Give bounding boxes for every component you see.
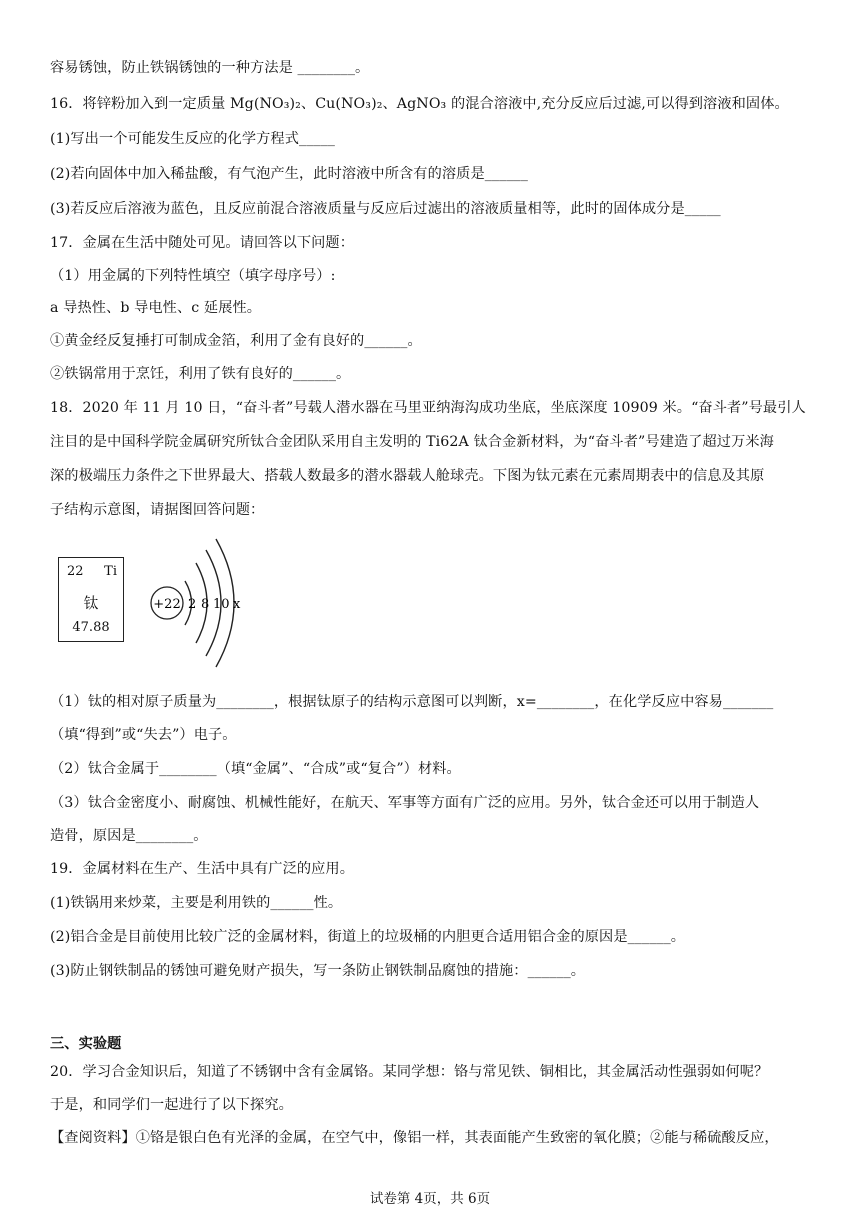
text-line: ①黄金经反复捶打可制成金箔，利用了金有良好的______。 (50, 333, 422, 349)
text-line: （填“得到”或“失去”）电子。 (50, 727, 237, 743)
text-line: (1)铁锅用来炒菜，主要是利用铁的______性。 (50, 895, 343, 911)
text-line: （1）用金属的下列特性填空（填字母序号）: (50, 268, 336, 284)
text-line: （3）钛合金密度小、耐腐蚀、机械性能好，在航天、军事等方面有广泛的应用。另外，钛合金还可以用于制造人 (50, 795, 760, 811)
question-20: 20．学习合金知识后，知道了不锈钢中含有金属铬。某同学想：铬与常见铁、铜相比，其金属活动性强弱如何呢？ (50, 1064, 769, 1080)
text-line: （1）钛的相对原子质量为________，根据钛原子的结构示意图可以判断，x=________，在化学反应中容易_______ (50, 694, 774, 710)
atomic-mass: 47.88 (72, 620, 110, 635)
element-name: 钛 (83, 594, 99, 612)
text-line: 深的极端压力条件之下世界最大、搭载人数最多的潜水器载人舱球壳。下图为钛元素在元素周期表中的信息及其原 (50, 468, 765, 484)
atomic-number: 22 (67, 564, 84, 579)
shell-electron-count: 2 (188, 597, 197, 612)
question-19: 19．金属材料在生产、生活中具有广泛的应用。 (50, 861, 355, 877)
shell-electron-count: 8 (201, 597, 210, 612)
text-line: （2）钛合金属于________（填“金属”、“合成”或“复合”）材料。 (50, 761, 461, 777)
text-line: (2)铝合金是目前使用比较广泛的金属材料，街道上的垃圾桶的内胆更合适用铝合金的原因是______。 (50, 929, 686, 945)
text-line: (2)若向固体中加入稀盐酸，有气泡产生，此时溶液中所含有的溶质是______ (50, 166, 528, 182)
text-line: ②铁锅常用于烹饪，利用了铁有良好的______。 (50, 366, 351, 382)
element-symbol: Ti (104, 564, 117, 579)
text-line: (3)防止钢铁制品的锈蚀可避免财产损失，写一条防止钢铁制品腐蚀的措施：______。 (50, 963, 586, 979)
text-line: 容易锈蚀，防止铁锅锈蚀的一种方法是 ________。 (50, 60, 370, 76)
text-line: 子结构示意图，请据图回答问题： (50, 502, 265, 518)
periodic-table-cell (58, 557, 124, 642)
atomic-structure-diagram (140, 535, 250, 670)
text-line: 注目的是中国科学院金属研究所钛合金团队采用自主发明的 Ti62A 钛合金新材料，为“奋斗者”号建造了超过万米海 (50, 434, 774, 450)
question-16: 16．将锌粉加入到一定质量 Mg(NO₃)₂、Cu(NO₃)₂、AgNO₃ 的混合溶液中,充分反应后过滤,可以得到溶液和固体。 (50, 96, 789, 112)
shell-electron-count: x (233, 597, 241, 612)
question-18: 18．2020 年 11 月 10 日，“奋斗者”号载人潜水器在马里亚纳海沟成功坐底，坐底深度 10909 米。“奋斗者”号最引人 (50, 400, 806, 416)
text-line: 于是，和同学们一起进行了以下探究。 (50, 1097, 293, 1113)
page-footer: 试卷第 4页，共 6页 (369, 1191, 491, 1207)
nucleus-charge: +22 (153, 597, 181, 612)
text-line: (1)写出一个可能发生反应的化学方程式_____ (50, 131, 335, 147)
section-heading: 三、实验题 (50, 1036, 122, 1052)
text-line: 【查阅资料】①铬是银白色有光泽的金属，在空气中，像铝一样，其表面能产生致密的氧化膜；②能与稀硫酸反应， (50, 1130, 779, 1146)
text-line: (3)若反应后溶液为蓝色，且反应前混合溶液质量与反应后过滤出的溶液质量相等，此时的固体成分是_____ (50, 201, 721, 217)
text-line: a 导热性、b 导电性、c 延展性。 (50, 300, 262, 316)
question-17: 17．金属在生活中随处可见。请回答以下问题： (50, 235, 355, 251)
text-line: 造骨，原因是________。 (50, 828, 208, 844)
shell-electron-count: 10 (213, 597, 230, 612)
